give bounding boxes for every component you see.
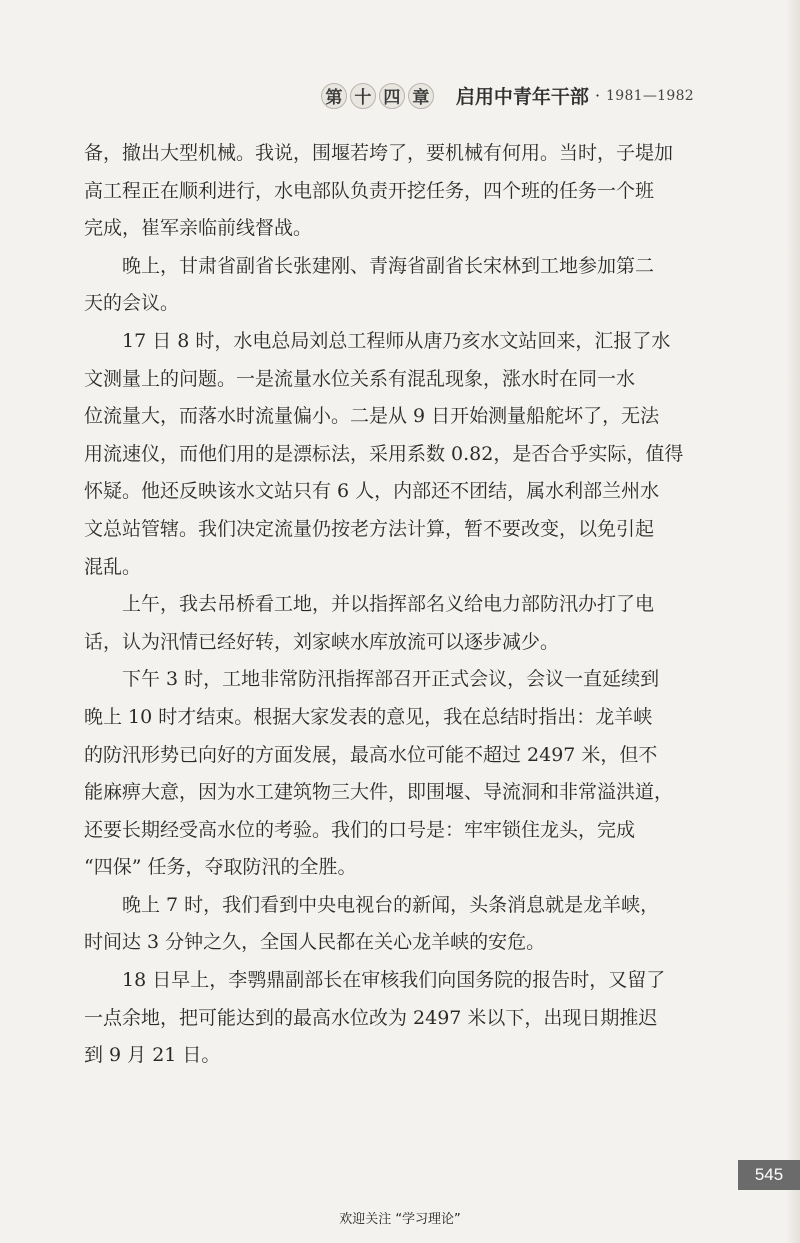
text-line: 备，撤出大型机械。我说，围堰若垮了，要机械有何用。当时，子堤加 bbox=[84, 142, 674, 164]
text-line: 还要长期经受高水位的考验。我们的口号是：牢牢锁住龙头，完成 bbox=[84, 818, 636, 841]
paragraph bbox=[84, 661, 696, 887]
body-text bbox=[84, 135, 696, 1075]
text-line: 晚上 7 时，我们看到中央电视台的新闻，头条消息就是龙羊峡， bbox=[122, 893, 660, 916]
page-number: 545 bbox=[738, 1160, 800, 1190]
chapter-char: 章 bbox=[408, 83, 434, 109]
text-line: 一点余地，把可能达到的最高水位改为 2497 米以下，出现日期推迟 bbox=[84, 1006, 658, 1029]
text-line: 怀疑。他还反映该水文站只有 6 人，内部还不团结，属水利部兰州水 bbox=[84, 480, 660, 503]
text-line: 文测量上的问题。一是流量水位关系有混乱现象，涨水时在同一水 bbox=[84, 367, 636, 390]
paragraph bbox=[84, 248, 696, 323]
text-line: 17 日 8 时，水电总局刘总工程师从唐乃亥水文站回来，汇报了水 bbox=[122, 329, 671, 352]
header-separator: · bbox=[594, 86, 601, 105]
text-line: 完成，崔军亲临前线督战。 bbox=[84, 217, 313, 240]
text-line: 晚上 10 时才结束。根据大家发表的意见，我在总结时指出：龙羊峡 bbox=[84, 705, 653, 728]
chapter-char: 十 bbox=[350, 83, 376, 109]
text-line: 到 9 月 21 日。 bbox=[84, 1044, 221, 1067]
paragraph bbox=[84, 962, 696, 1075]
text-line: 话，认为汛情已经好转，刘家峡水库放流可以逐步减少。 bbox=[84, 630, 560, 653]
chapter-years: 1981—1982 bbox=[606, 87, 694, 104]
chapter-char: 四 bbox=[379, 83, 405, 109]
text-line: 用流速仪，而他们用的是漂标法，采用系数 0.82，是否合乎实际，值得 bbox=[84, 442, 684, 465]
running-header bbox=[321, 82, 694, 109]
footer-note: 欢迎关注 “学习理论” bbox=[339, 1212, 461, 1227]
page-edge-shadow bbox=[786, 0, 800, 1243]
text-line: 能麻痹大意，因为水工建筑物三大件，即围堰、导流洞和非常溢洪道， bbox=[84, 781, 674, 804]
paragraph bbox=[84, 887, 696, 962]
text-line: 晚上，甘肃省副省长张建刚、青海省副省长宋林到工地参加第二 bbox=[122, 254, 655, 277]
paragraph bbox=[84, 135, 696, 248]
text-line: 高工程正在顺利进行，水电部队负责开挖任务，四个班的任务一个班 bbox=[84, 179, 655, 202]
text-line: 的防汛形势已向好的方面发展，最高水位可能不超过 2497 米，但不 bbox=[84, 743, 658, 766]
chapter-title: 启用中青年干部 bbox=[455, 86, 589, 108]
paragraph bbox=[84, 323, 696, 586]
chapter-number bbox=[321, 83, 434, 109]
text-line: 混乱。 bbox=[84, 555, 142, 578]
text-line: 文总站管辖。我们决定流量仍按老方法计算，暂不要改变，以免引起 bbox=[84, 517, 655, 540]
paragraph bbox=[84, 586, 696, 661]
text-line: 位流量大，而落水时流量偏小。二是从 9 日开始测量船舵坏了，无法 bbox=[84, 405, 660, 428]
text-line: 天的会议。 bbox=[84, 292, 180, 315]
text-line: 下午 3 时，工地非常防汛指挥部召开正式会议，会议一直延续到 bbox=[122, 668, 660, 691]
text-line: 时间达 3 分钟之久，全国人民都在关心龙羊峡的安危。 bbox=[84, 931, 546, 954]
text-line: “四保” 任务，夺取防汛的全胜。 bbox=[84, 856, 357, 879]
chapter-char: 第 bbox=[321, 83, 347, 109]
text-line: 18 日早上，李鹗鼎副部长在审核我们向国务院的报告时，又留了 bbox=[122, 969, 666, 992]
text-line: 上午，我去吊桥看工地，并以指挥部名义给电力部防汛办打了电 bbox=[122, 593, 655, 616]
